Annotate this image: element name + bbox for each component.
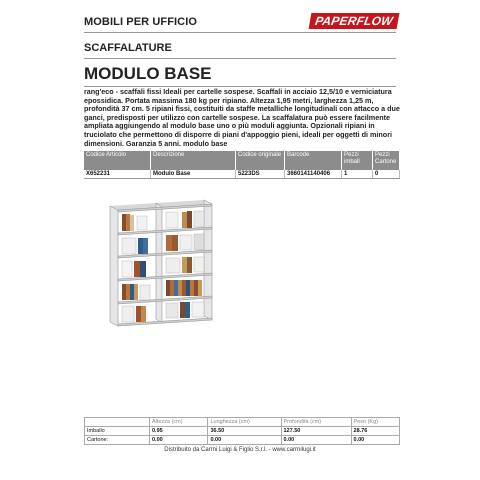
col-peso: Peso (Kg) (351, 418, 399, 427)
cell-pezzi-imball: 1 (342, 170, 373, 179)
product-table (84, 151, 400, 179)
col-profondita: Profondità (cm) (281, 418, 351, 427)
col-descrizione: Descrizione (151, 151, 236, 170)
header-category: MOBILI PER UFFICIO (84, 16, 198, 28)
product-description: rang'eco - scaffali fissi Ideali per cartelle sospese. Scaffali in acciaio 12,5/10 e verniciatura epossidica. Portata massima 180 kg per ripiano. Altezza 1,95 metri, larghezza 1,25 m, profondità 37 cm. 5 ripiani fissi, costituiti da staffe metalliche longitudinali con attacco a due ganci, predisposti per utilizzo con cartelle sospese. La scaffalatura può essere facilmente ampliata aggiungendo al modulo base uno o più moduli aggiunta. Opzionali ripiani in truciolato che permettono di disporre di piani d'appoggio pieni, ideali per oggetti di minori dimensioni. Garanzia 5 anni. modulo base (84, 87, 400, 148)
cell-altezza: 0.95 (150, 427, 208, 436)
packaging-table (84, 417, 400, 445)
header-divider (84, 32, 396, 33)
cell-peso: 28.76 (351, 427, 399, 436)
col-altezza: Altezza (cm) (150, 418, 208, 427)
col-pezzi-cartone: Pezzi Cartone (373, 151, 400, 170)
col-pezzi-imball: Pezzi imball (342, 151, 373, 170)
row-label: Imballo (85, 427, 150, 436)
col-barcode: Barcode (285, 151, 342, 170)
cell-barcode: 3660141140406 (285, 170, 342, 179)
table-row (85, 427, 400, 436)
cell-codice-articolo: X652231 (84, 170, 151, 179)
col-blank (85, 418, 150, 427)
subcategory-divider (84, 58, 396, 59)
col-codice-articolo: Codice Articolo (84, 151, 151, 170)
cell-peso: 0.00 (351, 436, 399, 445)
logo-text: PAPERFLOW (313, 14, 395, 28)
brand-logo (309, 13, 400, 29)
product-image (104, 196, 216, 328)
shelf-unit-illustration (110, 200, 212, 326)
packaging-table-header (85, 418, 400, 427)
table-row (85, 436, 400, 445)
row-label: Cartone: (85, 436, 150, 445)
cell-altezza: 0.00 (150, 436, 208, 445)
cell-lunghezza: 36.50 (208, 427, 281, 436)
table-row (84, 170, 400, 179)
cell-pezzi-cartone: 0 (373, 170, 400, 179)
cell-lunghezza: 0.00 (208, 436, 281, 445)
cell-profondita: 0.00 (281, 436, 351, 445)
col-lunghezza: Lunghezza (cm) (208, 418, 281, 427)
product-table-header (84, 151, 400, 170)
footer-distributor: Distribuito da Carrni Luigi & Figlio S.r.l. - www.carrnilugi.it (164, 447, 316, 453)
product-title: MODULO BASE (84, 64, 212, 83)
col-codice-originale: Codice originale (236, 151, 285, 170)
cell-profondita: 127.50 (281, 427, 351, 436)
header-subcategory: SCAFFALATURE (84, 42, 172, 54)
cell-codice-originale: 5223DS (236, 170, 285, 179)
cell-descrizione: Modulo Base (151, 170, 236, 179)
